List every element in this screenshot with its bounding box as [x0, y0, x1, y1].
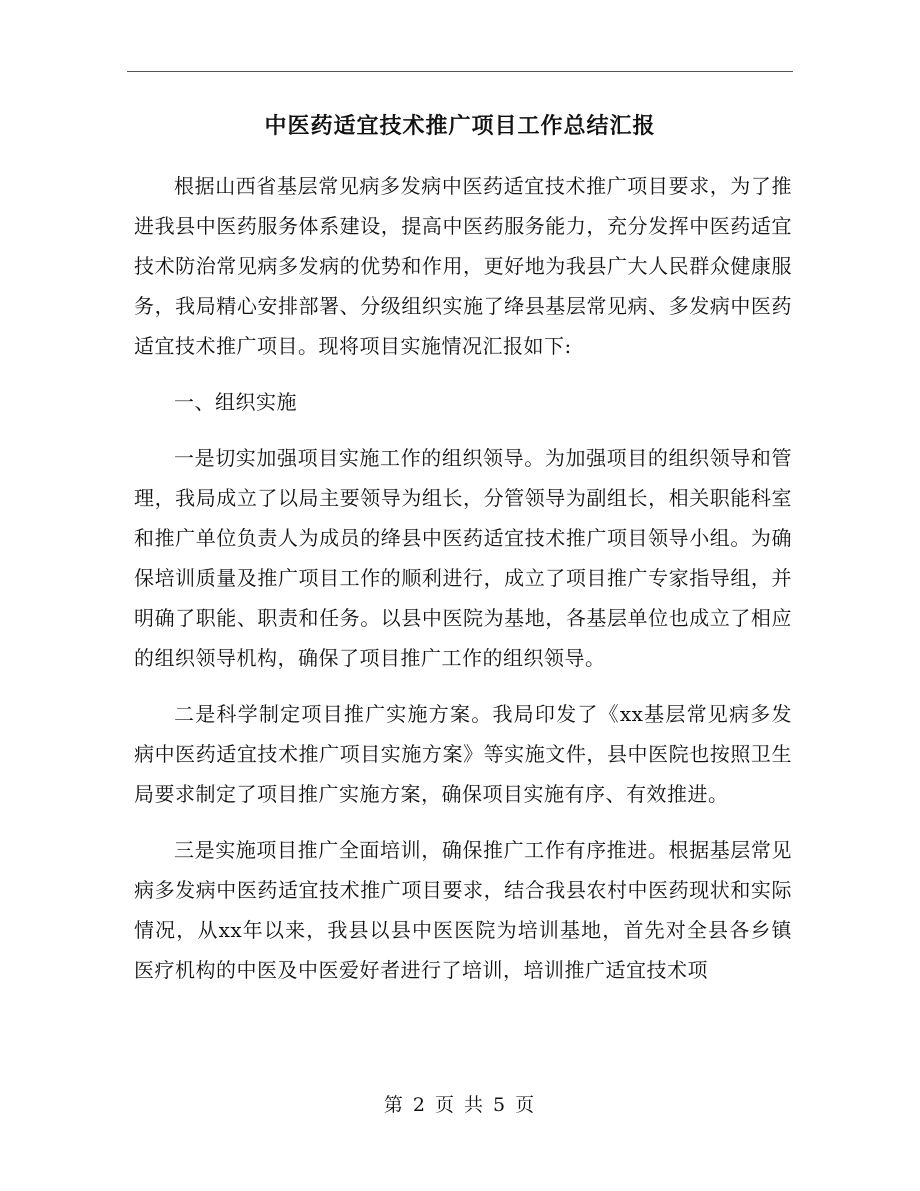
paragraph-plan: 二是科学制定项目推广实施方案。我局印发了《xx基层常见病多发病中医药适宜技术推广项目实施方案》等实施文件，县中医院也按照卫生局要求制定了项目推广实施方案，确保项目实施有序、有效推进。 — [134, 702, 792, 806]
section-heading-organization: 一、组织实施 — [174, 390, 297, 414]
document-title: 中医药适宜技术推广项目工作总结汇报 — [264, 113, 656, 139]
document-body — [134, 166, 792, 1006]
header-rule — [127, 71, 793, 72]
paragraph-intro: 根据山西省基层常见病多发病中医药适宜技术推广项目要求，为了推进我县中医药服务体系建设，提高中医药服务能力，充分发挥中医药适宜技术防治常见病多发病的优势和作用，更好地为我县广大人民群众健康服务，我局精心安排部署、分级组织实施了绛县基层常见病、多发病中医药适宜技术推广项目。现将项目实施情况汇报如下: — [134, 174, 792, 358]
paragraph-training: 三是实施项目推广全面培训，确保推广工作有序推进。根据基层常见病多发病中医药适宜技术推广项目要求，结合我县农村中医药现状和实际情况，从xx年以来，我县以县中医医院为培训基地，首先对全县各乡镇医疗机构的中医及中医爱好者进行了培训，培训推广适宜技术项 — [134, 838, 792, 982]
paragraph-leadership: 一是切实加强项目实施工作的组织领导。为加强项目的组织领导和管理，我局成立了以局主要领导为组长，分管领导为副组长，相关职能科室和推广单位负责人为成员的绛县中医药适宜技术推广项目领导小组。为确保培训质量及推广项目工作的顺利进行，成立了项目推广专家指导组，并明确了职能、职责和任务。以县中医院为基地，各基层单位也成立了相应的组织领导机构，确保了项目推广工作的组织领导。 — [134, 446, 792, 670]
page-number: 第 2 页 共 5 页 — [383, 1094, 537, 1116]
